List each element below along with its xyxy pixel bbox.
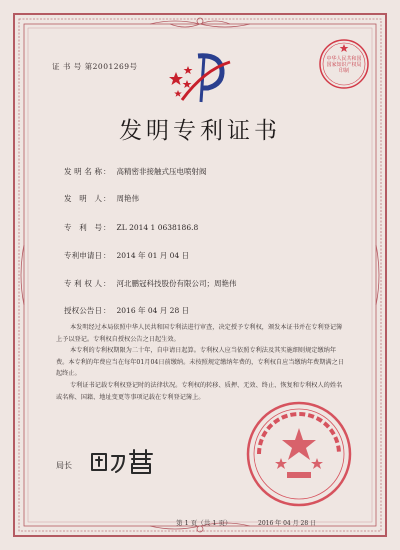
paragraph: 专利证书记载专利权登记时的法律状况。专利权的转移、质押、无效、终止、恢复和专利权人的姓名或名称、国籍、地址变更等事项记载在专利登记簿上。 <box>56 381 343 401</box>
director-signature-icon <box>88 446 160 476</box>
paragraph: 本专利的专利权期限为二十年，自申请日起算。专利权人应当依照专利法及其实施细则规定缴纳年费。本专利的年费应当在每年01月04日前缴纳。未按照规定缴纳年费的，专利权自应当缴纳年费期满之日起终止。 <box>56 347 344 378</box>
field-label: 发明名称 <box>64 167 102 176</box>
footer-page-number: 第 1 页（共 1 页） <box>176 519 232 527</box>
field-label: 专利号 <box>64 223 102 232</box>
certificate-body-text <box>56 322 346 403</box>
footer-date: 2016 年 04 月 28 日 <box>258 520 317 527</box>
certificate-title: 发明专利证书 <box>119 118 281 144</box>
field-value: 2016 年 04 月 28 日 <box>116 306 190 315</box>
field-patentee: 专利权人： 河北鹏冠科技股份有限公司；周艳伟 <box>64 279 237 288</box>
director-label: 局长 <box>56 461 72 470</box>
field-value: ZL 2014 1 0638186.8 <box>116 223 199 232</box>
field-value: 高精密非接触式压电喷射阀 <box>116 167 207 176</box>
field-application-date: 专利申请日： 2014 年 01 月 04 日 <box>64 251 190 260</box>
field-label: 授权公告日 <box>64 306 102 315</box>
paragraph: 本发明经过本局依照中华人民共和国专利法进行审查，决定授予专利权，颁发本证书并在专利登记簿上予以登记。专利权自授权公告之日起生效。 <box>56 324 343 343</box>
field-inventor: 发明人： 周艳伟 <box>64 194 139 203</box>
field-patent-number: 专利号： ZL 2014 1 0638186.8 <box>64 223 199 232</box>
field-invention-name: 发明名称： 高精密非接触式压电喷射阀 <box>64 167 207 176</box>
field-value: 2014 年 01 月 04 日 <box>116 251 190 260</box>
seal-text: 中华人民共和国 国家知识产权局 印制 <box>326 56 362 74</box>
certificate-number: 证 书 号 第2001269号 <box>52 62 138 71</box>
field-grant-date: 授权公告日： 2016 年 04 月 28 日 <box>64 306 190 315</box>
field-label: 专利申请日 <box>64 251 102 260</box>
field-value: 周艳伟 <box>116 194 139 203</box>
cnipa-logo-icon <box>168 50 240 108</box>
national-seal-stamp-icon <box>245 400 353 508</box>
field-label: 发明人 <box>64 194 102 203</box>
field-value: 河北鹏冠科技股份有限公司；周艳伟 <box>116 279 237 288</box>
field-label: 专利权人 <box>64 279 102 288</box>
